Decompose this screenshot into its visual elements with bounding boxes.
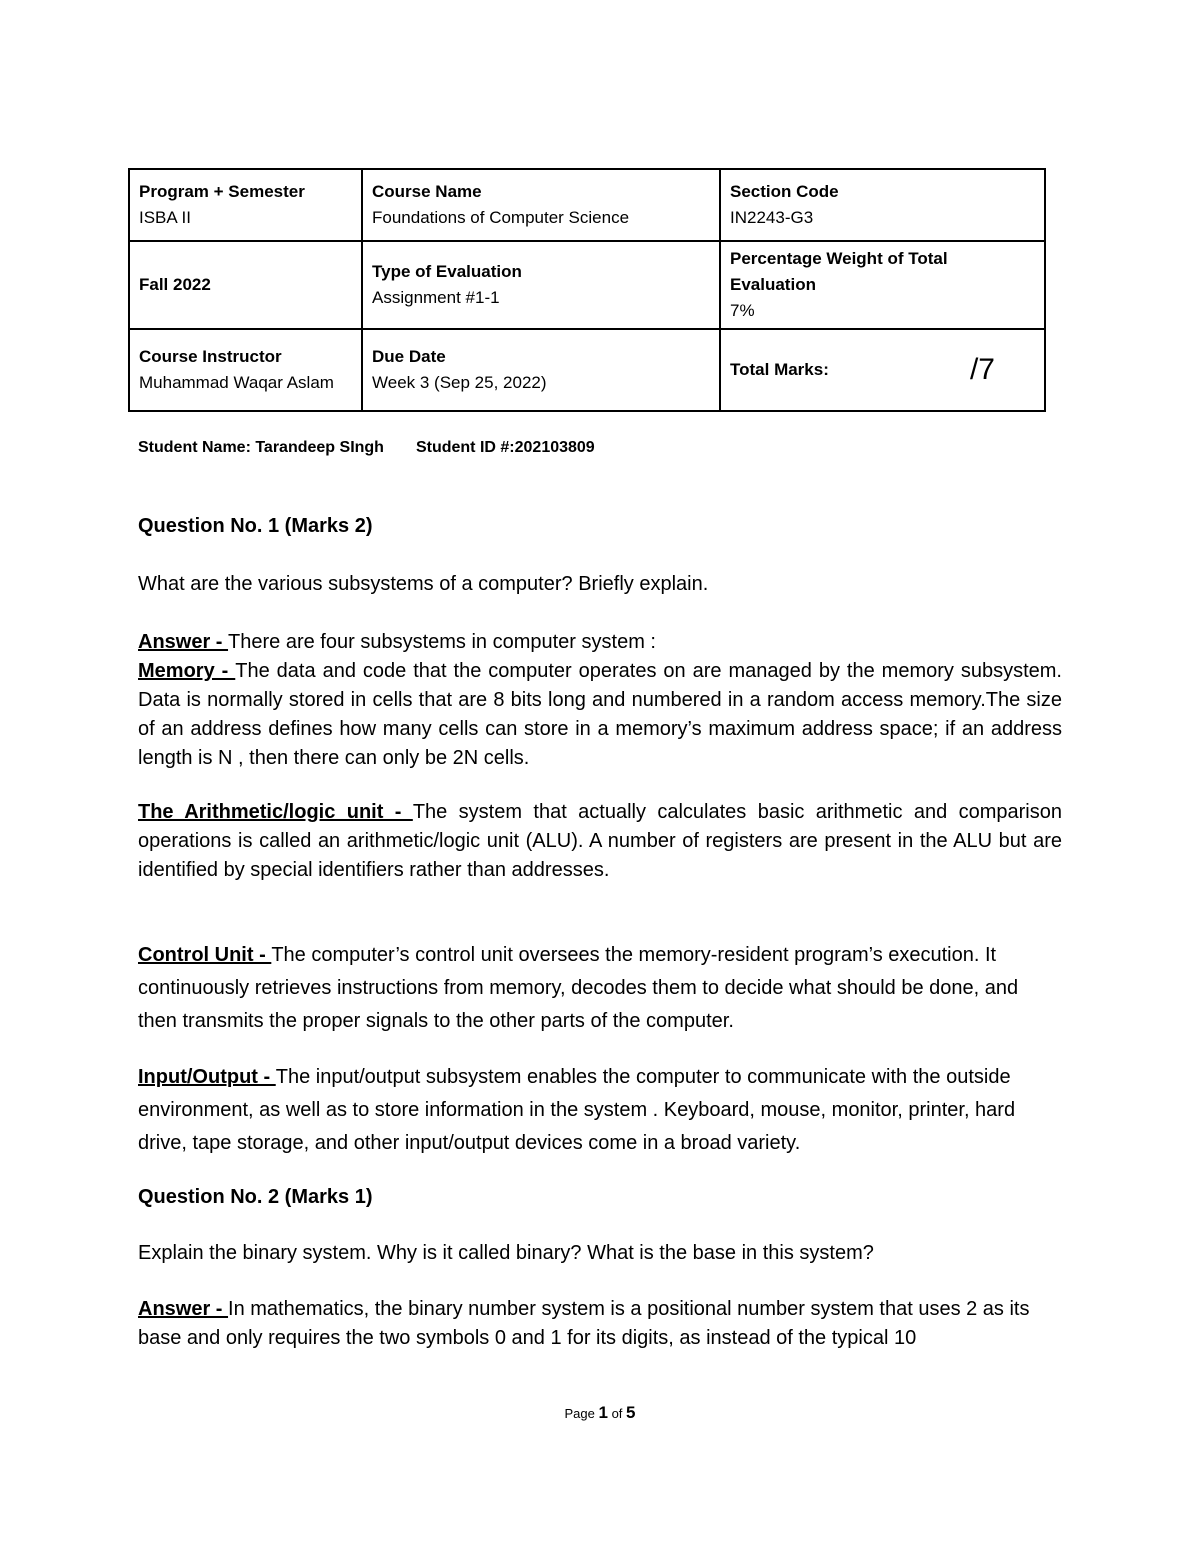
control-unit-lead: Control Unit - (138, 944, 272, 966)
evaluation-cell (362, 241, 720, 329)
course-name-cell (362, 169, 720, 241)
alu-lead: The Arithmetic/logic unit - (138, 801, 413, 823)
total-marks-value: /7 (969, 353, 995, 386)
page-total: 5 (626, 1403, 636, 1422)
weight-value: 7% (730, 301, 755, 320)
weight-cell (720, 241, 1045, 329)
page-number: 1 (598, 1403, 608, 1422)
answer-2-lead: Answer - (138, 1298, 229, 1320)
term-value: Fall 2022 (139, 275, 211, 294)
instructor-cell (129, 329, 362, 411)
evaluation-value: Assignment #1-1 (372, 288, 500, 307)
section-label: Section Code (730, 182, 839, 201)
due-date-cell (362, 329, 720, 411)
answer-1-intro (138, 628, 1062, 657)
question-2-text: Explain the binary system. Why is it called binary? What is the base in this system? (138, 1242, 874, 1264)
total-marks-cell (720, 329, 1045, 411)
io-lead: Input/Output - (138, 1066, 276, 1088)
student-name: Student Name: Tarandeep SIngh (138, 439, 384, 456)
course-name-label: Course Name (372, 182, 482, 201)
evaluation-label: Type of Evaluation (372, 262, 522, 281)
due-date-label: Due Date (372, 347, 446, 366)
memory-text: The data and code that the computer operates on are managed by the memory subsystem. Data is normally stored in cells that are 8 bits long and numbered in a random access memory.The size of an address defines how many cells can store in a memory’s maximum address space; if an address length is N , then there can only be 2N cells. (138, 660, 1062, 769)
answer-1-text: There are four subsystems in computer system : (228, 631, 656, 653)
page-footer (0, 1402, 1200, 1425)
total-marks-label: Total Marks: (730, 360, 829, 379)
instructor-value: Muhammad Waqar Aslam (139, 373, 334, 392)
student-id: Student ID #:202103809 (415, 439, 595, 456)
control-unit-paragraph (138, 939, 1062, 1038)
answer-1-lead: Answer - (138, 631, 229, 653)
question-1-heading: Question No. 1 (Marks 2) (138, 515, 373, 537)
alu-text: The system that actually calculates basic arithmetic and comparison operations is called an arithmetic/logic unit (ALU). A number of registers are present in the ALU but are identified by special identifiers rather than addresses. (138, 801, 1062, 881)
alu-paragraph (138, 798, 1062, 885)
assignment-content (138, 512, 1062, 1353)
control-unit-text: The computer’s control unit oversees the memory-resident program’s execution. It continuously retrieves instructions from memory, decodes them to decide what should be done, and then transmits the proper signals to the other parts of the computer. (138, 944, 1019, 1032)
course-name-value: Foundations of Computer Science (372, 208, 630, 227)
term-cell (129, 241, 362, 329)
memory-lead: Memory - (138, 660, 236, 682)
weight-label: Percentage Weight of Total Evaluation (730, 249, 948, 294)
answer-2-text: In mathematics, the binary number system is a positional number system that uses 2 as its base and only requires the two symbols 0 and 1 for its digits, as instead of the typical 10 (138, 1298, 1030, 1349)
program-cell (129, 169, 362, 241)
student-info (138, 436, 595, 460)
program-value: ISBA II (139, 208, 191, 227)
section-cell (720, 169, 1045, 241)
answer-2-paragraph (138, 1295, 1062, 1353)
of-word: of (611, 1406, 623, 1421)
memory-paragraph (138, 657, 1062, 773)
instructor-label: Course Instructor (139, 347, 282, 366)
page-word: Page (564, 1406, 595, 1421)
section-value: IN2243-G3 (730, 208, 814, 227)
due-date-value: Week 3 (Sep 25, 2022) (372, 373, 547, 392)
question-1-text: What are the various subsystems of a computer? Briefly explain. (138, 573, 709, 595)
io-paragraph (138, 1061, 1062, 1160)
program-label: Program + Semester (139, 182, 305, 201)
question-2-heading: Question No. 2 (Marks 1) (138, 1186, 373, 1208)
course-info-table (128, 168, 1046, 412)
io-text: The input/output subsystem enables the computer to communicate with the outside environment, as well as to store information in the system . Keyboard, mouse, monitor, printer, hard drive, tape storage, and other input/output devices come in a broad variety. (138, 1066, 1016, 1154)
